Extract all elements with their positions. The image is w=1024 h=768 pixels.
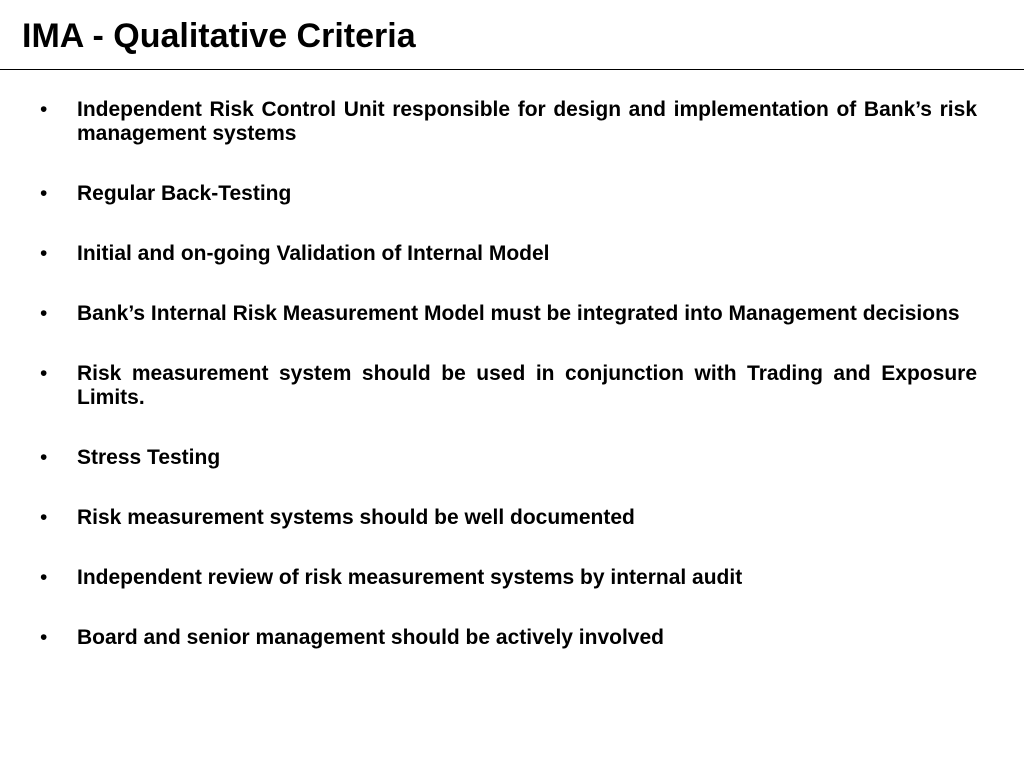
bullet-icon: • bbox=[40, 506, 48, 529]
bullet-text: Risk measurement system should be used in conjunction with Trading and Exposure Limits. bbox=[77, 362, 977, 409]
bullet-icon: • bbox=[40, 98, 48, 121]
bullet-item bbox=[40, 362, 977, 410]
bullet-icon: • bbox=[40, 182, 48, 205]
bullet-icon: • bbox=[40, 626, 48, 649]
bullet-icon: • bbox=[40, 362, 48, 385]
bullet-text: Bank’s Internal Risk Measurement Model must be integrated into Management decisions bbox=[77, 302, 960, 325]
bullet-item bbox=[40, 626, 977, 650]
bullet-icon: • bbox=[40, 242, 48, 265]
bullet-item bbox=[40, 446, 977, 470]
bullet-item bbox=[40, 302, 977, 326]
bullet-list bbox=[40, 98, 977, 686]
title-divider bbox=[0, 69, 1024, 70]
bullet-icon: • bbox=[40, 446, 48, 469]
bullet-item bbox=[40, 506, 977, 530]
slide-title: IMA - Qualitative Criteria bbox=[22, 17, 416, 55]
bullet-text: Board and senior management should be actively involved bbox=[77, 626, 664, 649]
bullet-item bbox=[40, 182, 977, 206]
bullet-text: Initial and on-going Validation of Internal Model bbox=[77, 242, 550, 265]
bullet-item bbox=[40, 566, 977, 590]
bullet-icon: • bbox=[40, 566, 48, 589]
bullet-text: Stress Testing bbox=[77, 446, 221, 469]
bullet-icon: • bbox=[40, 302, 48, 325]
bullet-text: Independent review of risk measurement systems by internal audit bbox=[77, 566, 743, 589]
bullet-text: Independent Risk Control Unit responsible for design and implementation of Bank’s risk management systems bbox=[77, 98, 977, 145]
bullet-item bbox=[40, 98, 977, 146]
bullet-text: Risk measurement systems should be well documented bbox=[77, 506, 635, 529]
bullet-item bbox=[40, 242, 977, 266]
bullet-text: Regular Back-Testing bbox=[77, 182, 292, 205]
